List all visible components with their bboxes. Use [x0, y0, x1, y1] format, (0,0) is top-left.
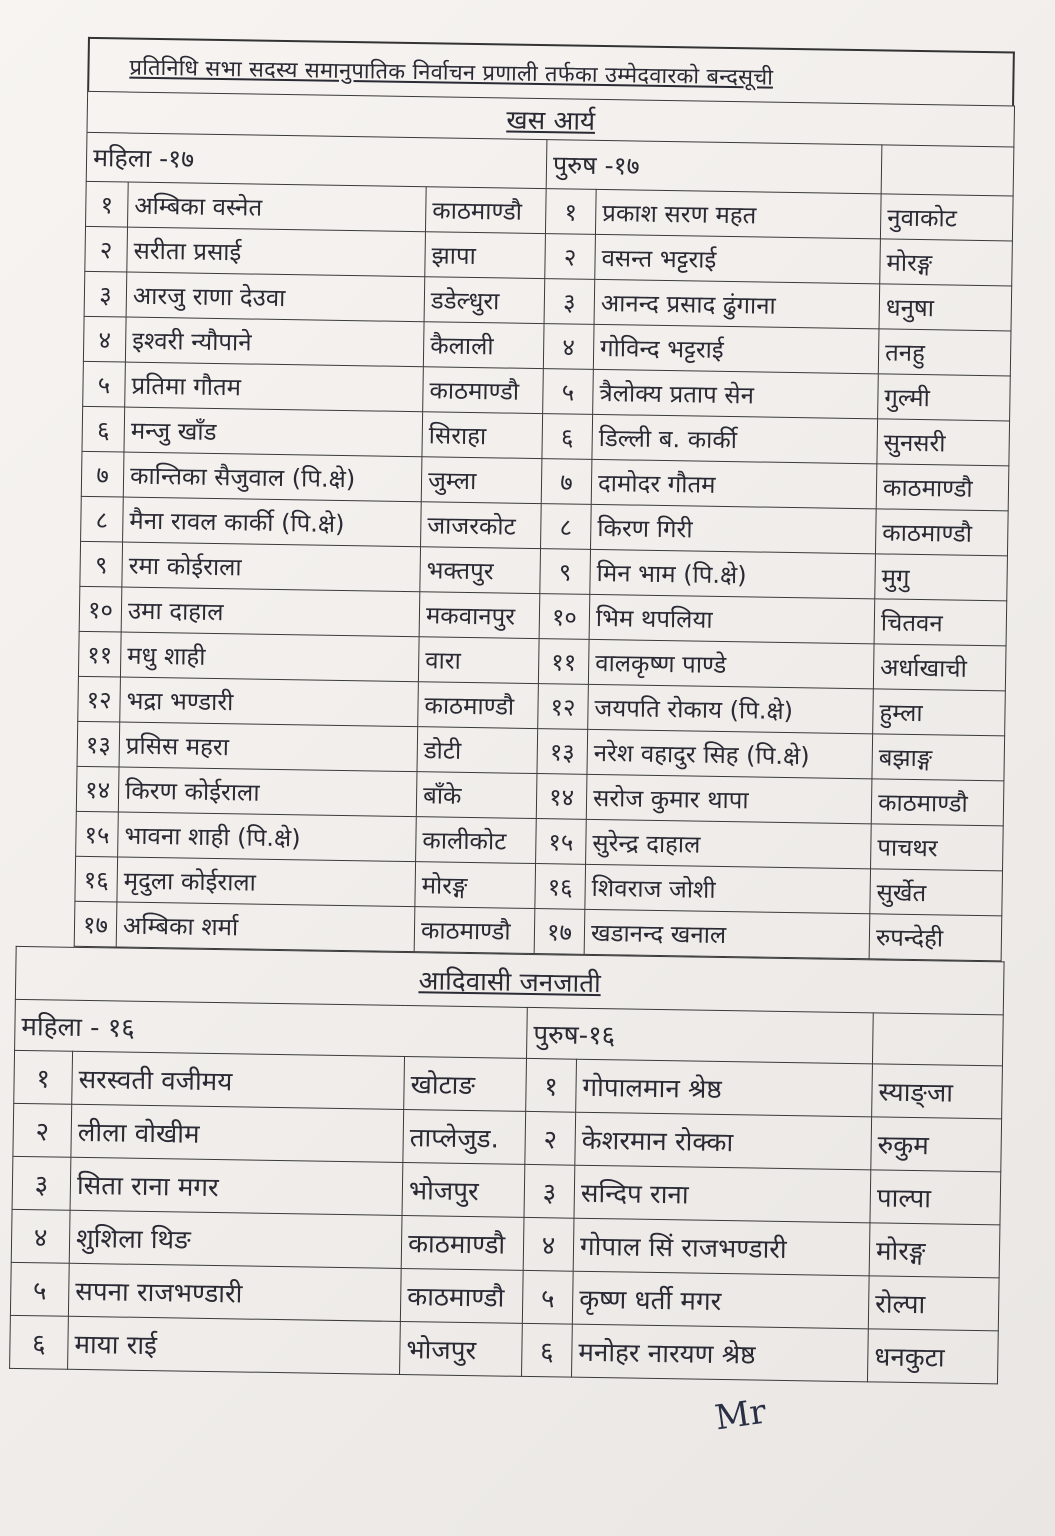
woman-serial-number: १	[14, 1050, 73, 1104]
man-candidate-name: दामोदर गौतम	[591, 459, 877, 508]
woman-district: कैलाली	[423, 322, 544, 369]
candidate-list	[9, 36, 1015, 1384]
woman-district: कालीकोट	[416, 817, 537, 864]
section-heading: खस आर्य	[87, 91, 1015, 147]
woman-serial-number: ५	[83, 361, 126, 407]
woman-candidate-name: अम्बिका शर्मा	[116, 902, 415, 952]
man-district: पाचथर	[871, 824, 1004, 871]
woman-district: जाजरकोट	[421, 502, 542, 549]
woman-district: डोटी	[417, 727, 538, 774]
man-serial-number: १६	[535, 864, 586, 910]
man-serial-number: ५	[543, 369, 594, 415]
man-district: नुवाकोट	[880, 194, 1013, 241]
woman-serial-number: १४	[76, 766, 119, 812]
woman-serial-number: ७	[81, 451, 124, 497]
man-candidate-name: प्रकाश सरण महत	[595, 189, 881, 238]
man-district: गुल्मी	[878, 374, 1011, 421]
women-group-label: महिला -१७	[86, 132, 547, 188]
woman-candidate-name: प्रसिस महरा	[119, 722, 418, 772]
man-serial-number: १	[526, 1058, 577, 1112]
woman-serial-number: ३	[12, 1156, 71, 1210]
man-candidate-name: सन्दिप राना	[574, 1165, 871, 1223]
woman-candidate-name: सपना राजभण्डारी	[68, 1263, 401, 1321]
man-candidate-name: सरोज कुमार थापा	[586, 774, 872, 823]
man-serial-number: ४	[543, 324, 594, 370]
woman-candidate-name: लीला वोखीम	[71, 1104, 404, 1162]
woman-candidate-name: भावना शाही (पि.क्षे)	[118, 812, 417, 862]
woman-serial-number: १२	[78, 676, 121, 722]
women-group-label: महिला - १६	[15, 999, 528, 1058]
man-district: तनहु	[878, 329, 1011, 376]
man-candidate-name: केशरमान रोक्का	[575, 1112, 872, 1170]
man-district: रोल्पा	[868, 1276, 999, 1331]
man-district: मोरङ्ग	[880, 239, 1013, 286]
woman-serial-number: १५	[76, 811, 119, 857]
woman-district: भोजपुर	[400, 1321, 523, 1376]
man-candidate-name: गोविन्द भट्टराई	[593, 324, 879, 373]
woman-candidate-name: मन्जु खाँड	[124, 407, 423, 457]
man-district: धनुषा	[879, 284, 1012, 331]
woman-candidate-name: सरीता प्रसाई	[127, 227, 426, 277]
woman-district: खोटाङ	[404, 1057, 527, 1112]
man-candidate-name: डिल्ली ब. कार्की	[592, 414, 878, 463]
man-district: रुकुम	[871, 1117, 1002, 1172]
empty-cell	[872, 1013, 1003, 1066]
woman-serial-number: १७	[74, 901, 117, 947]
section-rows	[74, 181, 1013, 960]
woman-serial-number: १६	[75, 856, 118, 902]
woman-candidate-name: आरजु राणा देउवा	[126, 272, 425, 322]
woman-district: जुम्ला	[421, 457, 542, 504]
man-candidate-name: शिवराज जोशी	[585, 864, 871, 913]
man-serial-number: २	[525, 1111, 576, 1165]
woman-candidate-name: रमा कोईराला	[122, 542, 421, 592]
man-serial-number: २	[545, 234, 596, 280]
woman-district: काठमाण्डौ	[418, 682, 539, 729]
man-serial-number: १५	[536, 819, 587, 865]
man-candidate-name: मनोहर नारयण श्रेष्ठ	[572, 1324, 869, 1382]
woman-serial-number: ११	[78, 631, 121, 677]
woman-serial-number: ४	[83, 316, 126, 362]
woman-district: मोरङ्ग	[415, 862, 536, 909]
man-district: मुगु	[875, 554, 1008, 601]
man-serial-number: ८	[541, 504, 592, 550]
man-serial-number: ११	[538, 639, 589, 685]
woman-district: बाँके	[416, 772, 537, 819]
man-candidate-name: वसन्त भट्टराई	[595, 234, 881, 283]
man-district: पाल्पा	[870, 1170, 1001, 1225]
woman-district: मकवानपुर	[419, 592, 540, 639]
man-district: अर्धाखाची	[873, 644, 1006, 691]
woman-serial-number: २	[85, 226, 128, 272]
page-title: प्रतिनिधि सभा सदस्य समानुपातिक निर्वाचन प्रणाली तर्फका उम्मेदवारको बन्दसूची	[129, 55, 774, 91]
man-serial-number: ६	[522, 1323, 573, 1377]
man-serial-number: १४	[536, 774, 587, 820]
woman-candidate-name: इश्वरी न्यौपाने	[125, 317, 424, 367]
woman-district: भोजपुर	[402, 1162, 525, 1217]
woman-candidate-name: शुशिला थिङ	[69, 1210, 402, 1268]
men-group-label: पुरुष-१६	[527, 1007, 874, 1063]
man-district: काठमाण्डौ	[875, 509, 1008, 556]
man-candidate-name: आनन्द प्रसाद ढुंगाना	[594, 279, 880, 328]
man-candidate-name: किरण गिरी	[591, 504, 877, 553]
man-serial-number: ३	[524, 1164, 575, 1218]
woman-serial-number: १०	[79, 586, 122, 632]
man-serial-number: ६	[542, 414, 593, 460]
man-serial-number: ४	[523, 1217, 574, 1271]
man-candidate-name: खडानन्द खनाल	[584, 909, 870, 958]
section-adivasi-janajati-table	[9, 946, 1005, 1384]
woman-candidate-name: सरस्वती वजीमय	[72, 1051, 405, 1109]
man-serial-number: ३	[544, 279, 595, 325]
man-candidate-name: भिम थपलिया	[589, 594, 875, 643]
man-candidate-name: जयपति रोकाय (पि.क्षे)	[588, 684, 874, 733]
man-district: काठमाण्डौ	[871, 779, 1004, 826]
man-serial-number: १७	[534, 909, 585, 955]
empty-cell	[881, 145, 1014, 196]
woman-serial-number: ८	[81, 496, 124, 542]
woman-district: काठमाण्डौ	[414, 907, 535, 954]
section-heading: आदिवासी जनजाती	[15, 946, 1004, 1015]
woman-candidate-name: उमा दाहाल	[121, 587, 420, 637]
woman-candidate-name: मृदुला कोईराला	[117, 857, 416, 907]
handwritten-signature: Mr	[712, 1391, 769, 1439]
man-district: धनकुटा	[867, 1329, 998, 1384]
woman-candidate-name: प्रतिमा गौतम	[125, 362, 424, 412]
woman-serial-number: ५	[10, 1262, 69, 1316]
woman-candidate-name: सिता राना मगर	[70, 1157, 403, 1215]
man-serial-number: १०	[539, 594, 590, 640]
section-rows	[10, 1050, 1003, 1383]
man-candidate-name: मिन भाम (पि.क्षे)	[590, 549, 876, 598]
man-candidate-name: सुरेन्द्र दाहाल	[586, 819, 872, 868]
man-candidate-name: गोपालमान श्रेष्ठ	[576, 1059, 873, 1117]
men-group-label: पुरुष -१७	[546, 140, 882, 194]
man-district: मोरङ्ग	[869, 1223, 1000, 1278]
woman-serial-number: ३	[84, 271, 127, 317]
man-serial-number: १	[545, 189, 596, 235]
woman-serial-number: २	[13, 1103, 72, 1157]
woman-serial-number: ६	[82, 406, 125, 452]
man-district: चितवन	[874, 599, 1007, 646]
woman-candidate-name: अम्बिका वस्नेत	[128, 182, 427, 232]
man-candidate-name: कृष्ण धर्ती मगर	[572, 1271, 869, 1329]
man-district: हुम्ला	[873, 689, 1006, 736]
woman-district: भक्तपुर	[420, 547, 541, 594]
woman-district: वारा	[418, 637, 539, 684]
man-serial-number: १३	[537, 729, 588, 775]
woman-serial-number: १	[86, 181, 129, 227]
woman-district: काठमाण्डौ	[423, 367, 544, 414]
woman-serial-number: ४	[11, 1209, 70, 1263]
woman-candidate-name: मैना रावल कार्की (पि.क्षे)	[123, 497, 422, 547]
man-district: काठमाण्डौ	[876, 464, 1009, 511]
woman-candidate-name: कान्तिका सैजुवाल (पि.क्षे)	[123, 452, 422, 502]
man-district: रुपन्देही	[869, 914, 1002, 961]
man-candidate-name: गोपाल सिं राजभण्डारी	[573, 1218, 870, 1276]
woman-serial-number: १३	[77, 721, 120, 767]
man-district: सुनसरी	[877, 419, 1010, 466]
man-candidate-name: त्रैलोक्य प्रताप सेन	[593, 369, 879, 418]
woman-candidate-name: माया राई	[68, 1316, 401, 1374]
man-candidate-name: नरेश वहादुर सिह (पि.क्षे)	[587, 729, 873, 778]
woman-candidate-name: भद्रा भण्डारी	[120, 677, 419, 727]
man-district: बझाङ्ग	[872, 734, 1005, 781]
woman-district: सिराहा	[422, 412, 543, 459]
woman-district: ताप्लेजुड.	[403, 1110, 526, 1165]
woman-district: काठमाण्डौ	[401, 1215, 524, 1270]
woman-serial-number: ६	[10, 1315, 69, 1369]
man-serial-number: ७	[541, 459, 592, 505]
man-district: सुर्खेत	[870, 869, 1003, 916]
woman-candidate-name: मधु शाही	[120, 632, 419, 682]
woman-district: डडेल्धुरा	[424, 277, 545, 324]
woman-district: काठमाण्डौ	[425, 187, 546, 234]
woman-district: काठमाण्डौ	[400, 1268, 523, 1323]
man-candidate-name: वालकृष्ण पाण्डे	[588, 639, 874, 688]
man-serial-number: ९	[540, 549, 591, 595]
woman-district: झापा	[425, 232, 546, 279]
woman-serial-number: ९	[80, 541, 123, 587]
section-khas-arya-table	[74, 91, 1015, 961]
man-serial-number: १२	[538, 684, 589, 730]
man-serial-number: ५	[522, 1270, 573, 1324]
man-district: स्याङ्जा	[872, 1064, 1003, 1119]
woman-candidate-name: किरण कोईराला	[118, 767, 417, 817]
